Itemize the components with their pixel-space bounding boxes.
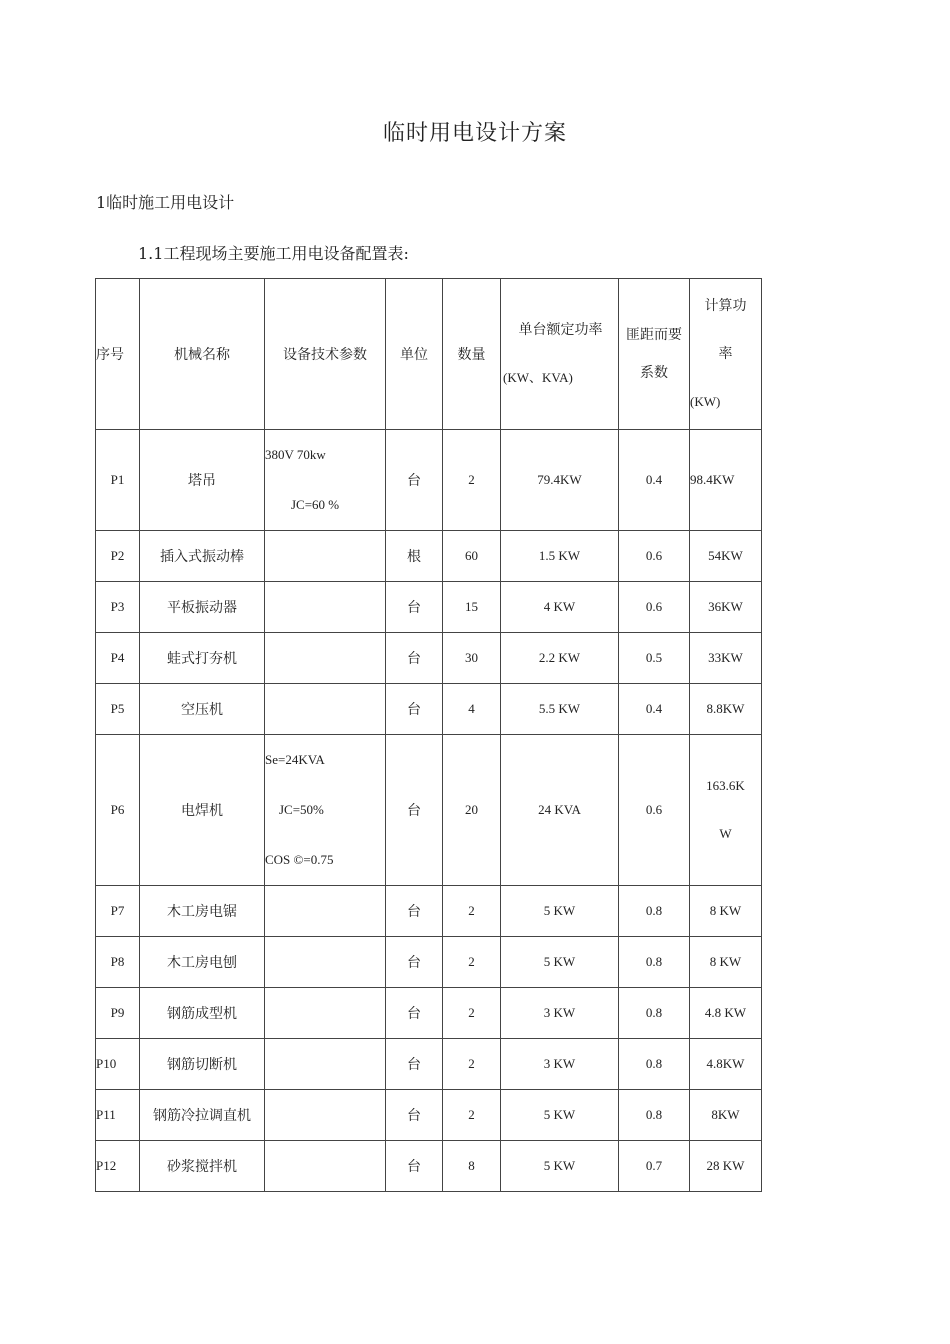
row-seq: P10 <box>96 1039 140 1090</box>
row-qty: 8 <box>443 1141 501 1192</box>
row-params <box>265 531 386 582</box>
row-unit: 台 <box>386 1039 443 1090</box>
row-power: 5 KW <box>501 1090 619 1141</box>
table-row <box>96 988 762 1039</box>
section-heading: 1临时施工用电设计 <box>96 193 235 212</box>
row-calc: 36KW <box>690 582 762 633</box>
row-factor: 0.8 <box>619 937 690 988</box>
row-power: 1.5 KW <box>501 531 619 582</box>
row-qty: 20 <box>443 735 501 886</box>
row-factor: 0.8 <box>619 988 690 1039</box>
row-calc: 4.8KW <box>690 1039 762 1090</box>
param-line: JC=50% <box>279 802 324 817</box>
row-seq: P1 <box>96 430 140 531</box>
row-factor: 0.5 <box>619 633 690 684</box>
header-qty: 数量 <box>443 279 501 430</box>
row-power: 5 KW <box>501 937 619 988</box>
page-title: 临时用电设计方案 <box>382 121 567 146</box>
row-name: 电焊机 <box>140 735 265 886</box>
row-unit: 台 <box>386 582 443 633</box>
header-row <box>96 279 762 430</box>
table-row <box>96 633 762 684</box>
table-row <box>96 684 762 735</box>
row-calc <box>690 735 762 886</box>
equipment-table <box>95 278 762 1192</box>
row-params <box>265 886 386 937</box>
row-calc: 8KW <box>690 1090 762 1141</box>
header-unit: 单位 <box>386 279 443 430</box>
row-seq: P6 <box>96 735 140 886</box>
calc-line: 163.6K <box>706 778 745 793</box>
row-factor: 0.4 <box>619 684 690 735</box>
row-unit: 台 <box>386 937 443 988</box>
row-qty: 2 <box>443 1039 501 1090</box>
row-qty: 2 <box>443 1090 501 1141</box>
calc-line: W <box>719 826 732 841</box>
table-row <box>96 1090 762 1141</box>
row-seq: P9 <box>96 988 140 1039</box>
table-row <box>96 937 762 988</box>
row-factor: 0.6 <box>619 582 690 633</box>
row-power: 2.2 KW <box>501 633 619 684</box>
row-seq: P11 <box>96 1090 140 1141</box>
row-unit: 台 <box>386 1141 443 1192</box>
row-calc: 8 KW <box>690 886 762 937</box>
row-qty: 2 <box>443 988 501 1039</box>
row-seq: P12 <box>96 1141 140 1192</box>
row-factor: 0.6 <box>619 531 690 582</box>
row-seq: P2 <box>96 531 140 582</box>
row-power: 24 KVA <box>501 735 619 886</box>
row-params <box>265 633 386 684</box>
row-power: 5 KW <box>501 886 619 937</box>
param-line: 380V 70kw <box>265 447 326 462</box>
row-factor: 0.8 <box>619 1039 690 1090</box>
row-seq: P8 <box>96 937 140 988</box>
row-params <box>265 988 386 1039</box>
subsection-heading: 1.1工程现场主要施工用电设备配置表: <box>138 244 409 263</box>
row-qty: 2 <box>443 937 501 988</box>
header-power-line1: 单台额定功率 <box>518 322 603 338</box>
row-name: 塔吊 <box>140 430 265 531</box>
row-name: 平板振动器 <box>140 582 265 633</box>
row-seq: P5 <box>96 684 140 735</box>
row-name: 空压机 <box>140 684 265 735</box>
row-power: 5 KW <box>501 1141 619 1192</box>
header-calc <box>690 279 762 430</box>
row-name: 钢筋成型机 <box>140 988 265 1039</box>
row-params <box>265 582 386 633</box>
row-params <box>265 1090 386 1141</box>
row-calc: 28 KW <box>690 1141 762 1192</box>
row-qty: 2 <box>443 430 501 531</box>
row-params <box>265 1141 386 1192</box>
header-factor-line2: 系数 <box>640 365 668 381</box>
header-seq: 序号 <box>96 279 140 430</box>
row-power: 3 KW <box>501 1039 619 1090</box>
row-params <box>265 937 386 988</box>
header-factor-line1: 匪距而要 <box>626 327 682 343</box>
row-params <box>265 430 386 531</box>
table-row <box>96 531 762 582</box>
param-line: Se=24KVA <box>265 752 325 767</box>
row-unit: 台 <box>386 684 443 735</box>
param-line: JC=60 % <box>291 497 340 512</box>
row-power: 3 KW <box>501 988 619 1039</box>
header-power-line2: (KW、KVA) <box>503 370 573 385</box>
row-qty: 4 <box>443 684 501 735</box>
header-calc-line2: 率 <box>718 346 733 362</box>
row-calc: 8.8KW <box>690 684 762 735</box>
row-name: 砂浆搅拌机 <box>140 1141 265 1192</box>
param-line: COS ©=0.75 <box>265 852 334 867</box>
table-row <box>96 582 762 633</box>
table-row <box>96 886 762 937</box>
row-name: 木工房电锯 <box>140 886 265 937</box>
row-unit: 台 <box>386 633 443 684</box>
row-params <box>265 735 386 886</box>
header-power <box>501 279 619 430</box>
row-factor: 0.8 <box>619 886 690 937</box>
row-power: 5.5 KW <box>501 684 619 735</box>
table-row <box>96 1141 762 1192</box>
table-row <box>96 430 762 531</box>
row-name: 钢筋冷拉调直机 <box>140 1090 265 1141</box>
row-factor: 0.6 <box>619 735 690 886</box>
row-power: 79.4KW <box>501 430 619 531</box>
row-seq: P3 <box>96 582 140 633</box>
row-qty: 60 <box>443 531 501 582</box>
row-unit: 台 <box>386 735 443 886</box>
header-calc-line1: 计算功 <box>704 298 747 314</box>
row-factor: 0.8 <box>619 1090 690 1141</box>
row-calc: 4.8 KW <box>690 988 762 1039</box>
row-seq: P4 <box>96 633 140 684</box>
row-calc: 8 KW <box>690 937 762 988</box>
row-unit: 根 <box>386 531 443 582</box>
row-calc: 54KW <box>690 531 762 582</box>
row-unit: 台 <box>386 988 443 1039</box>
row-name: 木工房电刨 <box>140 937 265 988</box>
row-calc: 98.4KW <box>690 430 762 531</box>
row-seq: P7 <box>96 886 140 937</box>
row-params <box>265 684 386 735</box>
row-name: 蛙式打夯机 <box>140 633 265 684</box>
row-unit: 台 <box>386 430 443 531</box>
row-calc: 33KW <box>690 633 762 684</box>
table-row <box>96 735 762 886</box>
header-name: 机械名称 <box>140 279 265 430</box>
row-factor: 0.7 <box>619 1141 690 1192</box>
row-power: 4 KW <box>501 582 619 633</box>
header-factor <box>619 279 690 430</box>
row-qty: 2 <box>443 886 501 937</box>
row-qty: 15 <box>443 582 501 633</box>
row-factor: 0.4 <box>619 430 690 531</box>
row-unit: 台 <box>386 1090 443 1141</box>
header-params: 设备技术参数 <box>265 279 386 430</box>
row-name: 钢筋切断机 <box>140 1039 265 1090</box>
header-calc-line3: (KW) <box>690 394 721 409</box>
table-row <box>96 1039 762 1090</box>
row-params <box>265 1039 386 1090</box>
row-unit: 台 <box>386 886 443 937</box>
row-name: 插入式振动棒 <box>140 531 265 582</box>
row-qty: 30 <box>443 633 501 684</box>
